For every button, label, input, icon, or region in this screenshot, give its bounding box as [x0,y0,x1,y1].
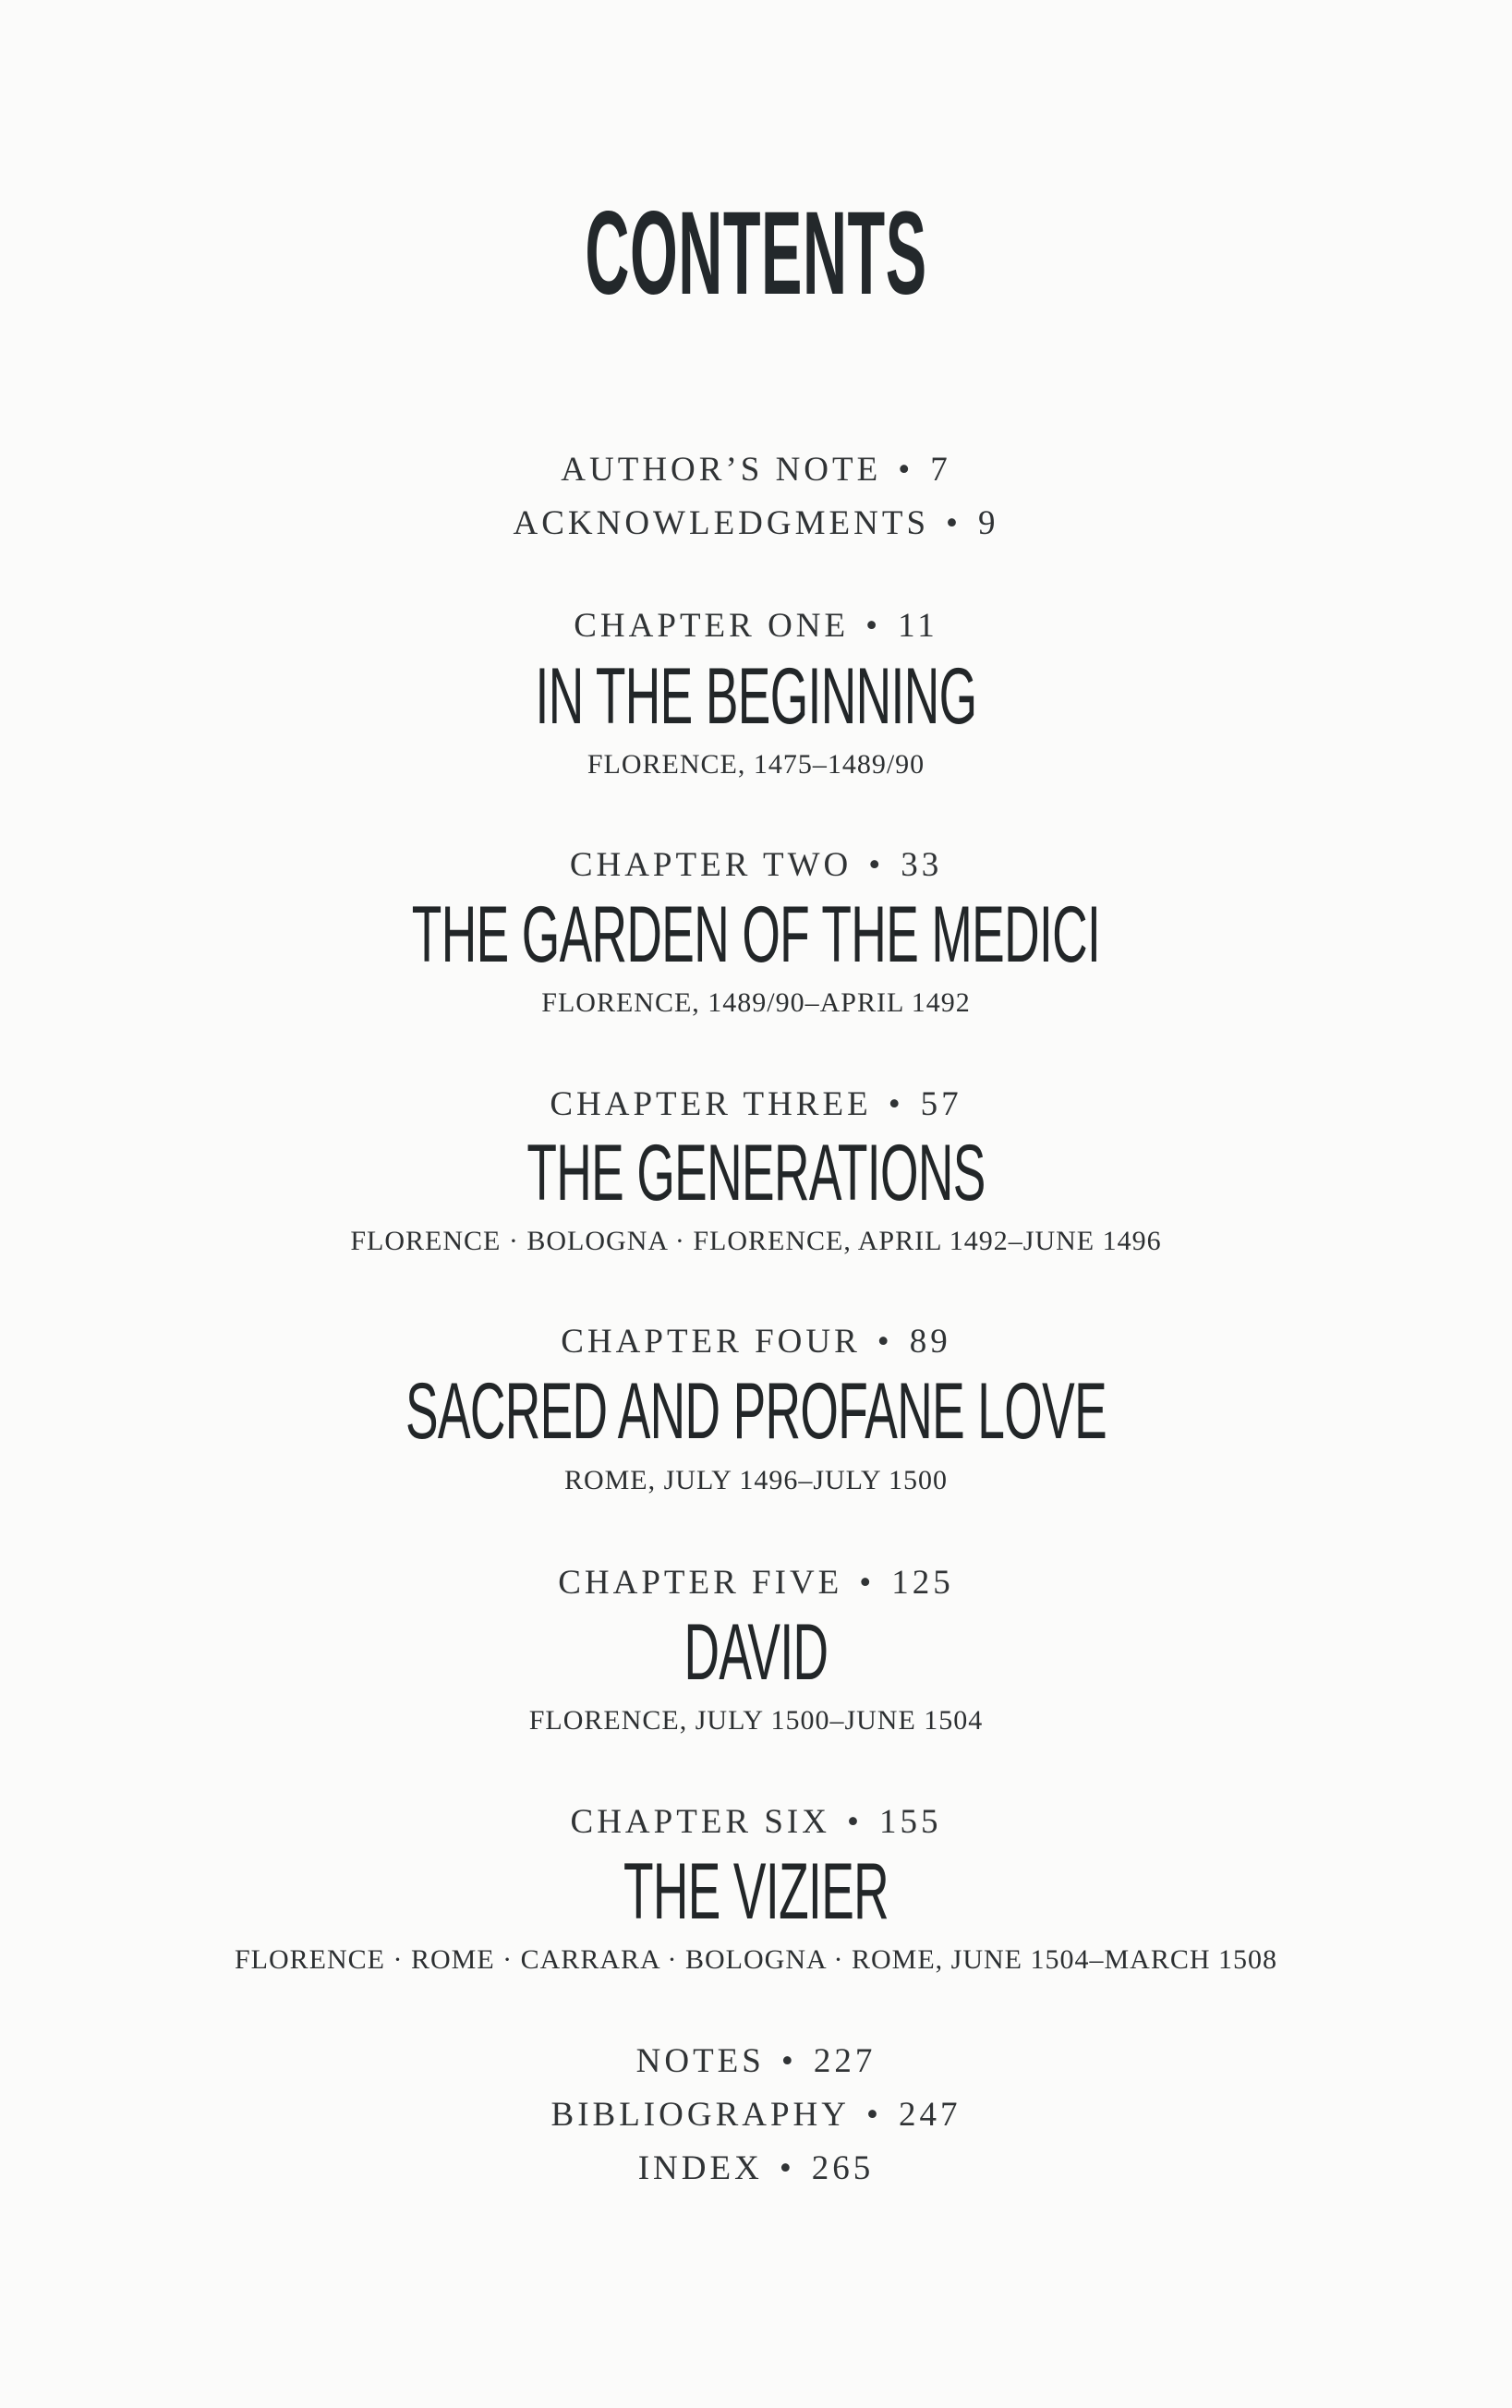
separator-dot: • [846,1803,863,1841]
entry-label: BIBLIOGRAPHY [550,2096,850,2134]
separator-dot: • [859,1564,876,1602]
chapter-subtitle: FLORENCE, 1475–1489/90 [587,749,925,780]
chapter-title: SACRED AND PROFANE LOVE [405,1367,1107,1456]
toc-entry-bibliography [0,2095,1512,2136]
chapter-subtitle: FLORENCE, JULY 1500–JUNE 1504 [528,1705,984,1736]
entry-page: 247 [898,2096,962,2134]
chapter-subtitle: FLORENCE · BOLOGNA · FLORENCE, APRIL 1492–JUNE 1496 [350,1226,1162,1256]
chapter-label: CHAPTER FOUR [561,1323,861,1361]
chapter-number-line [0,1802,1512,1843]
chapter-label: CHAPTER TWO [569,846,853,884]
chapter-title: DAVID [683,1608,829,1697]
chapter-label: CHAPTER THREE [550,1085,872,1123]
separator-dot: • [779,2149,795,2187]
chapter-title: THE GARDEN OF THE MEDICI [411,890,1101,979]
separator-dot: • [888,1085,904,1123]
entry-label: INDEX [637,2149,763,2187]
entry-page: 265 [811,2149,875,2187]
chapter-page: 11 [898,607,938,645]
toc-entry-acknowledgments [0,503,1512,544]
chapter-label: CHAPTER ONE [574,607,850,645]
separator-dot: • [946,504,962,542]
entry-page: 227 [813,2042,877,2080]
separator-dot: • [898,451,914,489]
toc-entry-index [0,2148,1512,2189]
entry-page: 9 [978,504,999,542]
chapter-page: 89 [909,1323,951,1361]
separator-dot: • [865,607,882,645]
chapter-label: CHAPTER FIVE [558,1564,843,1602]
chapter-page: 125 [891,1564,954,1602]
chapter-title: IN THE BEGINNING [535,652,977,741]
chapter-subtitle: FLORENCE · ROME · CARRARA · BOLOGNA · ROME, JUNE 1504–MARCH 1508 [234,1944,1278,1975]
entry-page: 7 [930,451,951,489]
toc-entry-authors-note [0,450,1512,490]
chapter-number-line [0,1563,1512,1603]
chapter-number-line [0,1084,1512,1125]
entry-label: ACKNOWLEDGMENTS [513,504,930,542]
chapter-subtitle: ROME, JULY 1496–JULY 1500 [563,1465,949,1495]
chapter-page: 33 [901,846,943,884]
chapter-number-line [0,606,1512,647]
separator-dot: • [866,2096,882,2134]
entry-label: AUTHOR’S NOTE [561,451,882,489]
entry-label: NOTES [635,2042,765,2080]
chapter-title: THE GENERATIONS [526,1129,986,1217]
chapter-page: 155 [878,1803,942,1841]
chapter-number-line [0,845,1512,886]
chapter-title: THE VIZIER [623,1847,889,1936]
chapter-number-line [0,1322,1512,1362]
separator-dot: • [877,1323,893,1361]
chapter-label: CHAPTER SIX [570,1803,830,1841]
separator-dot: • [780,2042,797,2080]
chapter-subtitle: FLORENCE, 1489/90–APRIL 1492 [541,987,971,1018]
toc-entry-notes [0,2041,1512,2082]
separator-dot: • [868,846,885,884]
chapter-page: 57 [920,1085,962,1123]
page-title: CONTENTS [585,188,927,320]
